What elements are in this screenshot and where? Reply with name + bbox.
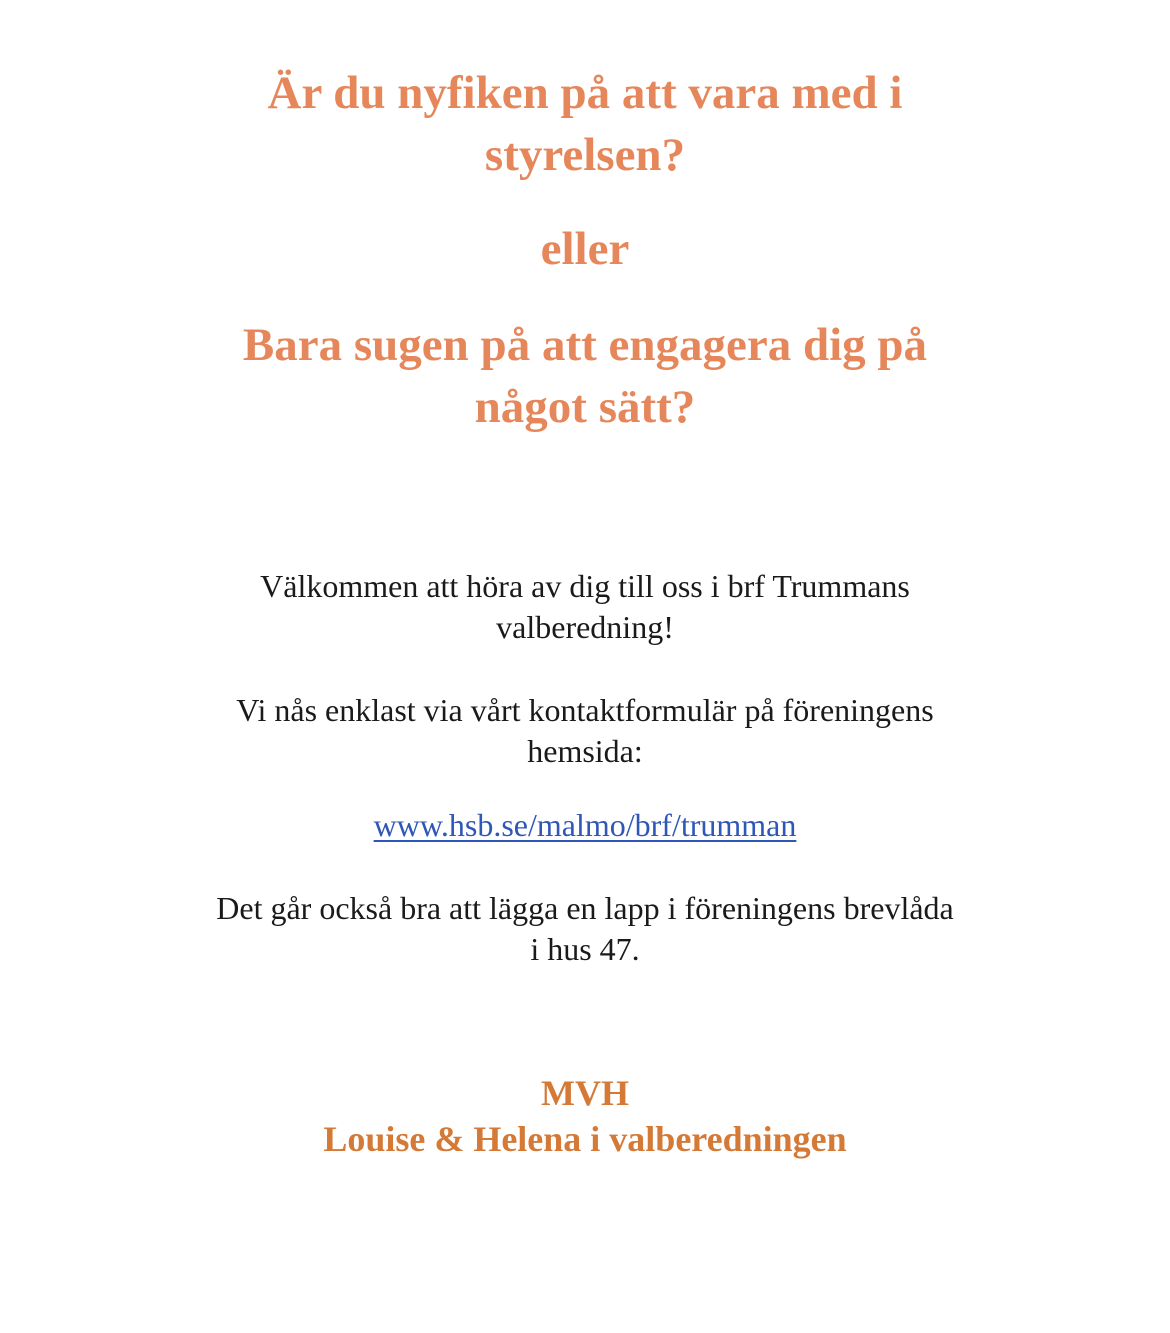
contact-line-2: hemsida: (527, 733, 643, 769)
heading-engage-question (0, 314, 1170, 438)
mailbox-line-1: Det går också bra att lägga en lapp i föreningens brevlåda (216, 890, 954, 926)
mailbox-line-2: i hus 47. (530, 931, 640, 967)
connector-text: eller (540, 223, 630, 275)
heading-board-line-1: Är du nyfiken på att vara med i (267, 67, 903, 119)
contact-line-1: Vi nås enklast via vårt kontaktformulär på föreningens (236, 692, 934, 728)
website-link-row (0, 805, 1170, 846)
connector-or (0, 218, 1170, 280)
welcome-line-2: valberedning! (496, 609, 674, 645)
signature-greeting: MVH (541, 1073, 629, 1113)
heading-board-question (0, 62, 1170, 186)
website-link[interactable]: www.hsb.se/malmo/brf/trumman (373, 807, 797, 843)
signature-names: Louise & Helena i valberedningen (323, 1119, 847, 1159)
contact-paragraph (0, 690, 1170, 772)
heading-board-line-2: styrelsen? (484, 129, 686, 181)
heading-engage-line-1: Bara sugen på att engagera dig på (242, 319, 928, 371)
welcome-line-1: Välkommen att höra av dig till oss i brf Trummans (260, 568, 910, 604)
signature-block (0, 1070, 1170, 1162)
heading-engage-line-2: något sätt? (474, 381, 696, 433)
welcome-paragraph (0, 566, 1170, 648)
mailbox-paragraph (0, 888, 1170, 970)
